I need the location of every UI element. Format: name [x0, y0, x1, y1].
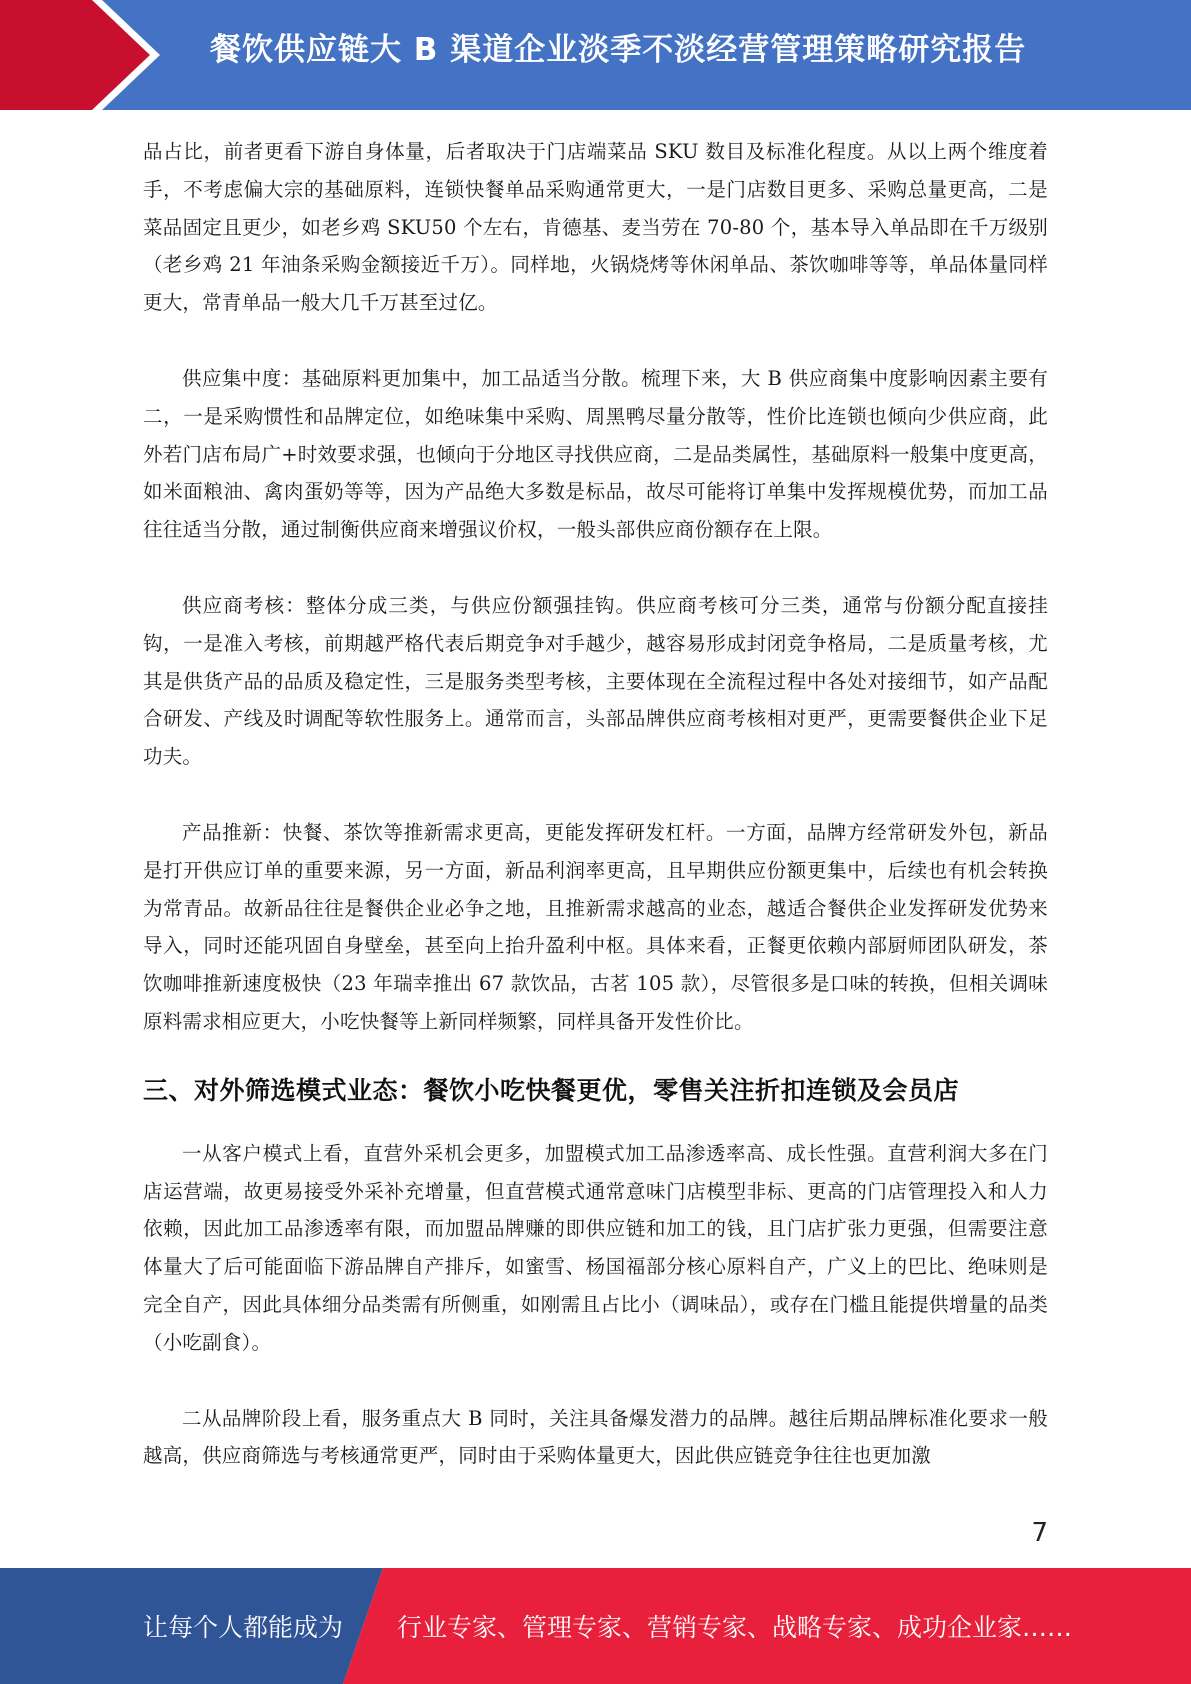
- report-title: 餐饮供应链大 B 渠道企业淡季不淡经营管理策略研究报告: [210, 32, 1027, 68]
- page-body: [143, 133, 1048, 1513]
- paragraph-product-innovation: 产品推新：快餐、茶饮等推新需求更高，更能发挥研发杠杆。一方面，品牌方经常研发外包，新品是打开供应订单的重要来源，另一方面，新品利润率更高，且早期供应份额更集中，后续也有机会转换为常青品。故新品往往是餐供企业必争之地，且推新需求越高的业态，越适合餐供企业发挥研发优势来导入，同时还能巩固自身壁垒，甚至向上抬升盈利中枢。具体来看，正餐更依赖内部厨师团队研发，茶饮咖啡推新速度极快（23 年瑞幸推出 67 款饮品，古茗 105 款），尽管很多是口味的转换，但相关调味原料需求相应更大，小吃快餐等上新同样频繁，同样具备开发性价比。: [143, 820, 1048, 1033]
- paragraph-supply-concentration: 供应集中度：基础原料更加集中，加工品适当分散。梳理下来，大 B 供应商集中度影响因素主要有二，一是采购惯性和品牌定位，如绝味集中采购、周黑鸭尽量分散等，性价比连锁也倾向少供应商，此外若门店布局广+时效要求强，也倾向于分地区寻找供应商，二是品类属性，基础原料一般集中度更高，如米面粮油、禽肉蛋奶等等，因为产品绝大多数是标品，故尽可能将订单集中发挥规模优势，而加工品往往适当分散，通过制衡供应商来增强议价权，一般头部供应商份额存在上限。: [143, 366, 1048, 542]
- page-footer: [0, 1568, 1191, 1684]
- paragraph-supplier-assessment: 供应商考核：整体分成三类，与供应份额强挂钩。供应商考核可分三类，通常与份额分配直接挂钩，一是准入考核，前期越严格代表后期竞争对手越少，越容易形成封闭竞争格局，二是质量考核，尤其是供货产品的品质及稳定性，三是服务类型考核，主要体现在全流程过程中各处对接细节，如产品配合研发、产线及时调配等软性服务上。通常而言，头部品牌供应商考核相对更严，更需要餐供企业下足功夫。: [143, 593, 1048, 769]
- paragraph-brand-stage: 二从品牌阶段上看，服务重点大 B 同时，关注具备爆发潜力的品牌。越往后期品牌标准化要求一般越高，供应商筛选与考核通常更严，同时由于采购体量更大，因此供应链竞争往往也更加激: [143, 1406, 1048, 1468]
- section-heading: 三、对外筛选模式业态：餐饮小吃快餐更优，零售关注折扣连锁及会员店: [143, 1075, 960, 1105]
- page-number: 7: [1031, 1518, 1048, 1548]
- paragraph-customer-model: 一从客户模式上看，直营外采机会更多，加盟模式加工品渗透率高、成长性强。直营利润大多在门店运营端，故更易接受外采补充增量，但直营模式通常意味门店模型非标、更高的门店管理投入和人力依赖，因此加工品渗透率有限，而加盟品牌赚的即供应链和加工的钱，且门店扩张力更强，但需要注意体量大了后可能面临下游品牌自产排斥，如蜜雪、杨国福部分核心原料自产，广义上的巴比、绝味则是完全自产，因此具体细分品类需有所侧重，如刚需且占比小（调味品），或存在门槛且能提供增量的品类（小吃副食）。: [143, 1141, 1048, 1354]
- page-header: [0, 0, 1191, 110]
- paragraph-sku-scale: 品占比，前者更看下游自身体量，后者取决于门店端菜品 SKU 数目及标准化程度。从以上两个维度着手，不考虑偏大宗的基础原料，连锁快餐单品采购通常更大，一是门店数目更多、采购总量更高，二是菜品固定且更少，如老乡鸡 SKU50 个左右，肯德基、麦当劳在 70-80 个，基本导入单品即在千万级别（老乡鸡 21 年油条采购金额接近千万）。同样地，火锅烧烤等休闲单品、茶饮咖啡等等，单品体量同样更大，常青单品一般大几千万甚至过亿。: [143, 140, 1048, 315]
- header-arrow-decoration: [0, 0, 160, 110]
- footer-slogan-right: 行业专家、管理专家、营销专家、战略专家、成功企业家……: [397, 1613, 1073, 1642]
- footer-slogan-left: 让每个人都能成为: [143, 1613, 344, 1642]
